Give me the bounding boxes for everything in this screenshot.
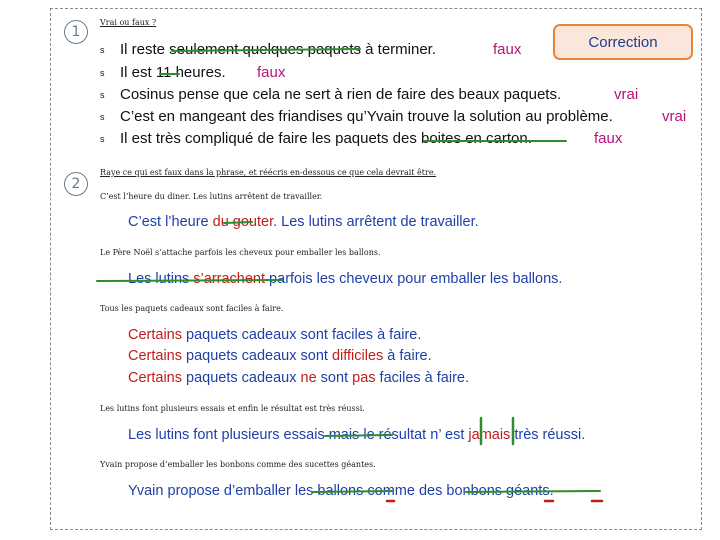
item-3-sentence: Tous les paquets cadeaux sont faciles à faire. bbox=[100, 304, 284, 313]
strike-mark bbox=[466, 491, 600, 492]
item-1-sentence: C’est l’heure du diner. Les lutins arrêtent de travailler. bbox=[100, 192, 323, 201]
statement-answer: faux bbox=[594, 130, 623, 147]
strike-mark bbox=[97, 280, 282, 281]
bullet-icon: s bbox=[100, 112, 105, 122]
item-5-sentence: Yvain propose d’emballer les bonbons comme des sucettes géantes. bbox=[100, 460, 376, 469]
item-5-correction: Yvain propose d’emballer les ballons comme des bonbons géants. bbox=[128, 483, 554, 499]
item-4-sentence: Les lutins font plusieurs essais et enfin le résultat est très réussi. bbox=[100, 404, 365, 413]
statement-text: Il est très compliqué de faire les paquets des boites en carton. bbox=[120, 130, 532, 147]
section1-instruction: Vrai ou faux ? bbox=[100, 18, 157, 27]
strike-mark bbox=[172, 49, 360, 51]
statement-text: Cosinus pense que cela ne sert à rien de faire des beaux paquets. bbox=[120, 86, 562, 103]
statement-text: Il reste seulement quelques paquets à terminer. bbox=[120, 41, 437, 58]
section2-instruction: Raye ce qui est faux dans la phrase, et réécris en-dessous ce que cela devrait être. bbox=[100, 168, 437, 177]
strike-mark bbox=[224, 222, 252, 223]
item-1-correction: C’est l’heure du gouter. Les lutins arrêtent de travailler. bbox=[128, 214, 479, 230]
statement-answer: faux bbox=[493, 41, 522, 58]
statement-answer: faux bbox=[257, 64, 286, 81]
strike-mark bbox=[325, 435, 392, 436]
item-3-correction-2: Certains paquets cadeaux sont difficiles à faire. bbox=[128, 348, 432, 364]
section-number-2: 2 bbox=[64, 172, 88, 196]
statement-text: C’est en mangeant des friandises qu’Yvain trouve la solution au problème. bbox=[120, 108, 613, 125]
bullet-icon: s bbox=[100, 134, 105, 144]
item-3-correction-1: Certains paquets cadeaux sont faciles à faire. bbox=[128, 327, 422, 343]
item-2-correction: Les lutins s’arrachent parfois les cheveux pour emballer les ballons. bbox=[128, 271, 563, 287]
item-3-correction-3: Certains paquets cadeaux ne sont pas faciles à faire. bbox=[128, 370, 470, 386]
item-4-correction: Les lutins font plusieurs essais mais le résultat n’ est jamais très réussi. bbox=[128, 427, 586, 443]
item-2-sentence: Le Père Noël s’attache parfois les cheveux pour emballer les ballons. bbox=[100, 248, 381, 257]
correction-button[interactable]: Correction bbox=[553, 24, 693, 60]
bullet-icon: s bbox=[100, 45, 105, 55]
statement-answer: vrai bbox=[662, 108, 687, 125]
statement-answer: vrai bbox=[614, 86, 639, 103]
bullet-icon: s bbox=[100, 90, 105, 100]
strike-mark bbox=[312, 491, 392, 492]
bullet-icon: s bbox=[100, 68, 105, 78]
section-number-1: 1 bbox=[64, 20, 88, 44]
statement-text: Il est 11 heures. bbox=[120, 64, 226, 81]
